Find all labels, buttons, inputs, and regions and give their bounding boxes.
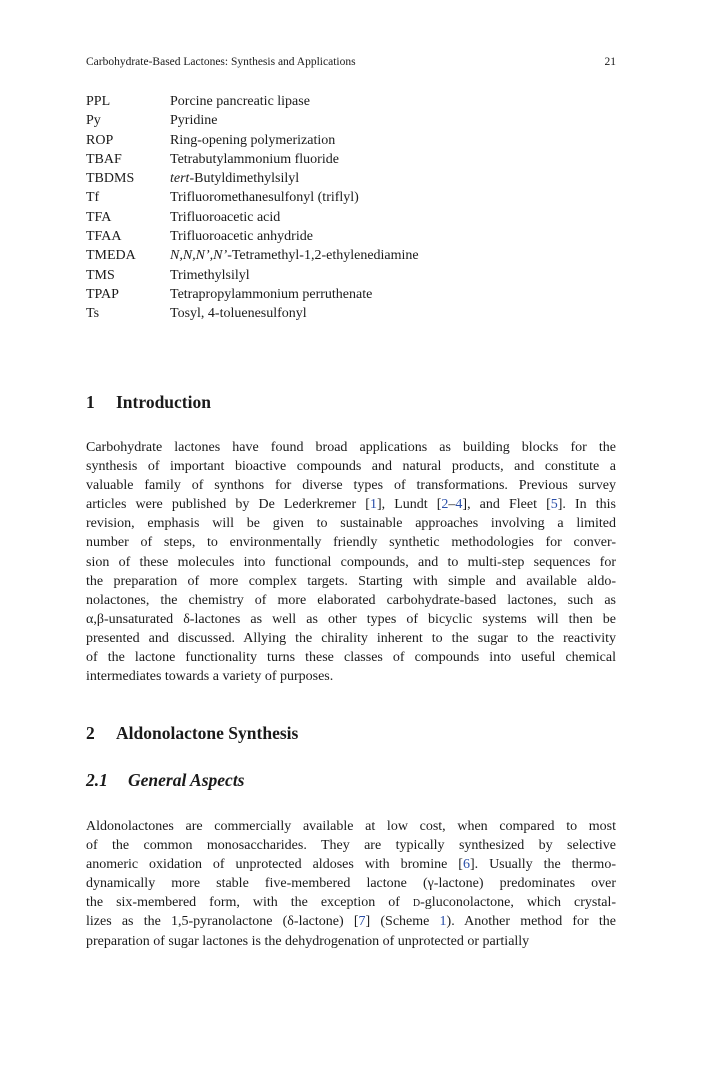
text-run: of the common monosaccharides. They are typically synthesized by selective: [86, 838, 616, 854]
citation-link[interactable]: 5: [550, 497, 558, 513]
abbreviation-term: TFAA: [86, 229, 122, 245]
abbreviation-definition-text: Trimethylsilyl: [170, 267, 250, 283]
abbreviation-definition-italic: N,N,N’,N’: [170, 248, 228, 264]
abbreviation-definition: [170, 227, 313, 246]
abbreviation-definition-text: Pyridine: [170, 113, 218, 129]
abbreviation-definition-italic: tert: [170, 171, 190, 187]
section-number: 1: [86, 392, 95, 412]
text-run: anomeric oxidation of unprotected aldoses with bromine [: [86, 857, 463, 873]
text-run: ). Another method for the: [446, 914, 617, 930]
text-run: number of steps, to environmentally friendly synthetic methodologies for conver-: [86, 535, 616, 551]
text-run: of the lactone functionality turns these classes of compounds into useful chemical: [86, 650, 616, 666]
abbreviation-definition-text: Ring-opening polymerization: [170, 132, 336, 148]
text-run: ], Lundt [: [376, 497, 442, 513]
abbreviation-term: ROP: [86, 132, 114, 148]
running-title: Carbohydrate-Based Lactones: Synthesis and Applications: [86, 56, 356, 68]
citation-link[interactable]: 1: [439, 914, 447, 930]
subsection-number: 2.1: [86, 770, 108, 790]
abbreviation-row: [86, 208, 419, 227]
text-run: Aldonolactones are commercially available at low cost, when compared to most: [86, 819, 616, 834]
abbreviation-row: [86, 150, 419, 169]
abbreviation-definition-text: Tetrapropylammonium perruthenate: [170, 286, 373, 302]
section-number: 2: [86, 723, 95, 743]
abbreviation-list: [86, 92, 419, 324]
text-run: the preparation of more complex targets. Starting with simple and available aldo-: [86, 573, 616, 589]
text-line: [86, 553, 616, 572]
small-caps-prefix: d: [412, 895, 421, 911]
abbreviation-row: [86, 169, 419, 188]
abbreviation-definition: [170, 285, 372, 304]
text-line: [86, 836, 616, 855]
text-run: the six-membered form, with the exception of: [86, 895, 413, 911]
general-aspects-paragraph: [86, 817, 616, 951]
text-line: [86, 648, 616, 667]
abbreviation-row: [86, 188, 419, 207]
text-run: valuable family of synthons for diverse types of transformations. Previous survey: [86, 478, 616, 494]
text-line: [86, 438, 616, 457]
text-run: sion of these molecules into functional compounds, and to multi-step sequences for: [86, 554, 616, 570]
abbreviation-term: TBAF: [86, 151, 122, 167]
abbreviation-definition: [170, 188, 359, 207]
subsection-title: General Aspects: [128, 770, 245, 790]
abbreviation-definition-text: Trifluoroacetic acid: [170, 209, 281, 225]
abbreviation-term: TMS: [86, 267, 115, 283]
abbreviation-row: [86, 266, 419, 285]
abbreviation-term: PPL: [86, 94, 111, 109]
abbreviation-row: [86, 111, 419, 130]
section-heading-aldonolactone-synthesis: [86, 723, 298, 744]
text-run: ]. In this: [557, 497, 617, 513]
abbreviation-term: Py: [86, 113, 101, 129]
text-line: [86, 514, 616, 533]
text-run: Carbohydrate lactones have found broad applications as building blocks for the: [86, 440, 616, 455]
text-line: [86, 572, 616, 591]
abbreviation-row: [86, 246, 419, 265]
text-run: presented and discussed. Allying the chirality inherent to the sugar to the reactivity: [86, 630, 616, 646]
text-line: [86, 874, 616, 893]
text-run: ], and Fleet [: [462, 497, 551, 513]
text-line: [86, 893, 616, 912]
text-line: [86, 855, 616, 874]
introduction-paragraph: [86, 438, 616, 686]
text-line: [86, 817, 616, 836]
abbreviation-row: [86, 304, 419, 323]
abbreviation-row: [86, 92, 419, 111]
text-run: articles were published by De Lederkremer [: [86, 497, 370, 513]
abbreviation-term: TFA: [86, 209, 112, 225]
section-heading-introduction: [86, 392, 211, 413]
text-run: revision, emphasis will be given to sustainable approaches involving a limited: [86, 516, 616, 532]
text-run: intermediates towards a variety of purposes.: [86, 669, 334, 685]
text-run: -gluconolactone, which crystal-: [420, 895, 616, 911]
text-line: [86, 495, 616, 514]
abbreviation-row: [86, 227, 419, 246]
abbreviation-definition: [170, 92, 310, 111]
running-header: [86, 56, 616, 68]
text-line: [86, 667, 616, 686]
page-number: 21: [604, 56, 616, 68]
citation-link[interactable]: 2: [441, 497, 449, 513]
abbreviation-definition-text: Trifluoromethanesulfonyl (triflyl): [170, 190, 359, 206]
abbreviation-definition-text: Porcine pancreatic lipase: [170, 94, 310, 109]
subsection-heading-general-aspects: [86, 770, 245, 791]
citation-link[interactable]: 1: [369, 497, 377, 513]
abbreviation-term: Tf: [86, 190, 100, 206]
abbreviation-definition-text: -Butyldimethylsilyl: [189, 171, 300, 187]
abbreviation-definition-text: -Tetramethyl-1,2-ethylenediamine: [227, 248, 419, 264]
text-line: [86, 591, 616, 610]
text-run: ]. Usually the thermo-: [469, 857, 616, 873]
abbreviation-term: TBDMS: [86, 171, 135, 187]
section-title: Aldonolactone Synthesis: [116, 723, 299, 743]
abbreviation-definition: [170, 131, 335, 150]
text-run: nolactones, the chemistry of more elaborated carbohydrate-based lactones, such as: [86, 592, 616, 608]
citation-link[interactable]: 4: [455, 497, 463, 513]
abbreviation-row: [86, 131, 419, 150]
text-line: [86, 629, 616, 648]
citation-link[interactable]: 7: [358, 914, 366, 930]
abbreviation-term: TPAP: [86, 286, 119, 302]
text-run: lizes as the 1,5-pyranolactone (δ-lactone) [: [86, 914, 359, 930]
abbreviation-definition-text: Trifluoroacetic anhydride: [170, 229, 313, 245]
text-line: [86, 932, 616, 951]
abbreviation-term: TMEDA: [86, 248, 136, 264]
abbreviation-row: [86, 285, 419, 304]
abbreviation-definition-text: Tosyl, 4-toluenesulfonyl: [170, 306, 307, 322]
text-line: [86, 610, 616, 629]
citation-link[interactable]: 6: [462, 857, 470, 873]
abbreviation-definition: [170, 246, 419, 265]
abbreviation-term: Ts: [86, 306, 100, 322]
text-line: [86, 457, 616, 476]
abbreviation-definition: [170, 266, 250, 285]
text-line: [86, 476, 616, 495]
text-run: dynamically more stable five-membered lactone (γ-lactone) predominates over: [86, 876, 616, 892]
abbreviation-definition: [170, 304, 307, 323]
abbreviation-definition: [170, 150, 339, 169]
text-line: [86, 912, 616, 931]
text-line: [86, 533, 616, 552]
abbreviation-definition: [170, 208, 280, 227]
abbreviation-definition-text: Tetrabutylammonium fluoride: [170, 151, 339, 167]
abbreviation-definition: [170, 111, 217, 130]
text-run: –: [448, 497, 456, 513]
abbreviation-definition: [170, 169, 299, 188]
text-run: preparation of sugar lactones is the dehydrogenation of unprotected or partially: [86, 933, 530, 949]
text-run: synthesis of important bioactive compounds and natural products, and constitute a: [86, 459, 616, 475]
text-run: ] (Scheme: [365, 914, 440, 930]
section-title: Introduction: [116, 392, 211, 412]
text-run: α,β-unsaturated δ-lactones as well as other types of bicyclic systems will then be: [86, 611, 616, 627]
